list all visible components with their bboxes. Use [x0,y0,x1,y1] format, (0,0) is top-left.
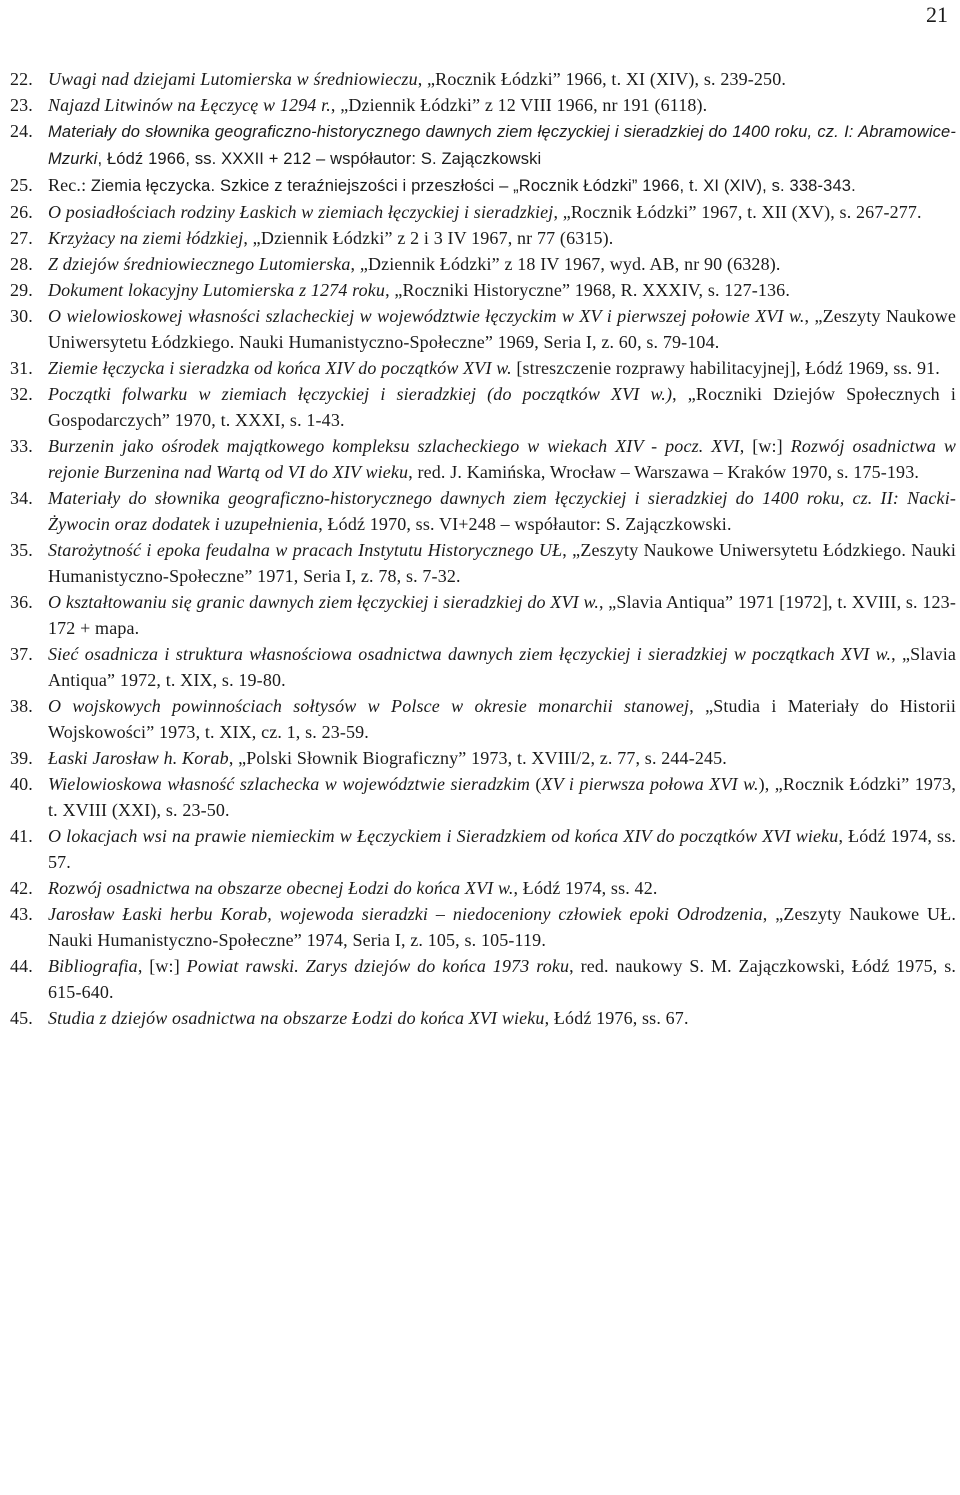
entry-title: Jarosław Łaski herbu Korab, wojewoda sieradzki – niedoceniony człowiek epoki Odrodzenia [48,904,763,924]
entry-number: 45. [10,1008,33,1028]
bibliography-entry [10,92,956,118]
entry-details: , „Slavia Antiqua” 1972, t. XIX, s. 19-80. [48,644,956,690]
entry-details: , „Zeszyty Naukowe Uniwersytetu Łódzkiego. Nauki Humanistyczno-Społeczne” 1969, Seria I, z. 60, s. 79-104. [48,306,956,352]
entry-details: , „Zeszyty Naukowe UŁ. Nauki Humanistyczno-Społeczne” 1974, Seria I, z. 105, s. 105-119. [48,904,956,950]
entry-details: , „Roczniki Dziejów Społecznych i Gospodarczych” 1970, t. XXXI, s. 1-43. [48,384,956,430]
entry-number: 42. [10,878,33,898]
entry-number: 39. [10,748,33,768]
entry-number: 26. [10,202,33,222]
entry-title: Materiały do słownika geograficzno-historycznego dawnych ziem łęczyckiej i sieradzkiej do 1400 roku, cz. I: Abramowice-Mzurki [48,123,956,168]
bibliography-entry [10,745,956,771]
entry-number: 36. [10,592,33,612]
entry-title: Ziemie łęczycka i sieradzka od końca XIV do początków XVI w. [48,358,512,378]
entry-details: Rec.: [48,175,91,195]
entry-title: O wojskowych powinnościach sołtysów w Polsce w okresie monarchii stanowej [48,696,690,716]
entry-title: Z dziejów średniowiecznego Lutomierska [48,254,351,274]
entry-title: Sieć osadnicza i struktura własnościowa osadnictwa dawnych ziem łęczyckiej i sieradzkiej w początkach XVI w. [48,644,892,664]
entry-number: 27. [10,228,33,248]
entry-title: Rozwój osadnictwa w rejonie Burzenina nad Wartą od VI do XIV wieku [48,436,956,482]
entry-details: , Łódź 1974, ss. 42. [513,878,658,898]
entry-details: , red. naukowy S. M. Zajączkowski, Łódź 1975, s. 615-640. [48,956,957,1002]
entry-details: , „Dziennik Łódzki” z 18 IV 1967, wyd. AB, nr 90 (6328). [350,254,781,274]
entry-title: Materiały do słownika geograficzno-historycznego dawnych ziem łęczyckiej i sieradzkiej do 1400 roku, cz. II: Nacki-Żywocin oraz dodatek i uzupełnienia [48,488,956,534]
bibliography-entry [10,823,956,875]
entry-details: , red. J. Kamińska, Wrocław – Warszawa – Kraków 1970, s. 175-193. [408,462,919,482]
entry-details: , [w:] [739,436,791,456]
bibliography-entry [10,693,956,745]
entry-number: 28. [10,254,33,274]
bibliography-entry [10,118,956,172]
entry-details: , „Roczniki Historyczne” 1968, R. XXXIV, s. 127-136. [385,280,790,300]
entry-details: Ziemia łęczycka. Szkice z teraźniejszości i przeszłości – „Rocznik Łódzki” 1966, t. XI (XIV), s. 338-343. [90,177,856,195]
entry-details: , Łódź 1970, ss. VI+248 – współautor: S. Zajączkowski. [318,514,732,534]
bibliography-entry [10,66,956,92]
bibliography-entry [10,1005,956,1031]
entry-number: 30. [10,306,33,326]
entry-details: , „Slavia Antiqua” 1971 [1972], t. XVIII, s. 123-172 + mapa. [48,592,956,638]
entry-number: 24. [10,121,33,141]
entry-details: , [w:] [137,956,187,976]
bibliography-entry [10,537,956,589]
bibliography-entry [10,771,956,823]
entry-title: O lokacjach wsi na prawie niemieckim w Łęczyckiem i Sieradzkiem od końca XIV do początków XVI wieku [48,826,839,846]
entry-details: ( [530,774,542,794]
bibliography-list [10,66,956,1031]
bibliography-entry [10,355,956,381]
entry-details: , „Studia i Materiały do Historii Wojskowości” 1973, t. XIX, cz. 1, s. 23-59. [48,696,956,742]
entry-number: 37. [10,644,33,664]
bibliography-entry [10,485,956,537]
entry-number: 43. [10,904,33,924]
entry-title: XV i pierwsza połowa XVI w. [541,774,759,794]
page-number: 21 [926,2,948,27]
entry-number: 25. [10,175,33,195]
entry-details: ), „Rocznik Łódzki” 1973, t. XVIII (XXI), s. 23-50. [48,774,956,820]
entry-number: 41. [10,826,33,846]
bibliography-entry [10,433,956,485]
bibliography-entry [10,953,956,1005]
entry-details: , „Polski Słownik Biograficzny” 1973, t. XVIII/2, z. 77, s. 244-245. [228,748,727,768]
entry-title: Początki folwarku w ziemiach łęczyckiej i sieradzkiej (do początków XVI w.) [48,384,673,404]
entry-number: 29. [10,280,33,300]
entry-title: Studia z dziejów osadnictwa na obszarze Łodzi do końca XVI wieku [48,1008,545,1028]
entry-number: 34. [10,488,33,508]
bibliography-entry [10,381,956,433]
entry-details: [streszczenie rozprawy habilitacyjnej], Łódź 1969, ss. 91. [511,358,940,378]
entry-details: , „Zeszyty Naukowe Uniwersytetu Łódzkiego. Nauki Humanistyczno-Społeczne” 1971, Seria I, z. 78, s. 7-32. [48,540,957,586]
bibliography-entry [10,875,956,901]
entry-title: Starożytność i epoka feudalna w pracach Instytutu Historycznego UŁ [48,540,563,560]
entry-number: 32. [10,384,33,404]
entry-title: Krzyżacy na ziemi łódzkiej [48,228,244,248]
bibliography-entry [10,251,956,277]
entry-title: Dokument lokacyjny Lutomierska z 1274 roku [48,280,386,300]
entry-title: O posiadłościach rodziny Łaskich w ziemiach łęczyckiej i sieradzkiej [48,202,554,222]
entry-title: Uwagi nad dziejami Lutomierska w średniowieczu [48,69,418,89]
entry-title: Łaski Jarosław h. Korab [48,748,229,768]
bibliography-entry [10,589,956,641]
entry-number: 31. [10,358,33,378]
entry-title: O wielowioskowej własności szlacheckiej w województwie łęczyckim w XV i pierwszej połowie XVI w. [48,306,805,326]
entry-title: Rozwój osadnictwa na obszarze obecnej Łodzi do końca XVI w. [48,878,514,898]
entry-title: O kształtowaniu się granic dawnych ziem łęczyckiej i sieradzkiej do XVI w. [48,592,599,612]
entry-title: Powiat rawski. Zarys dziejów do końca 1973 roku [186,956,570,976]
entry-details: , „Rocznik Łódzki” 1966, t. XI (XIV), s. 239-250. [417,69,787,89]
entry-title: Wielowioskowa własność szlachecka w województwie sieradzkim [48,774,530,794]
entry-details: , Łódź 1974, ss. 57. [48,826,956,872]
entry-number: 23. [10,95,33,115]
entry-details: , „Rocznik Łódzki” 1967, t. XII (XV), s. 267-277. [553,202,922,222]
bibliography-entry [10,901,956,953]
entry-title: Najazd Litwinów na Łęczycę w 1294 r. [48,95,331,115]
entry-number: 40. [10,774,33,794]
entry-title: Burzenin jako ośrodek majątkowego kompleksu szlacheckiego w wiekach XIV - pocz. XVI [48,436,740,456]
entry-number: 35. [10,540,33,560]
bibliography-entry [10,172,956,199]
bibliography-entry [10,641,956,693]
entry-number: 44. [10,956,33,976]
bibliography-entry [10,277,956,303]
entry-title: Bibliografia [48,956,138,976]
entry-details: , „Dziennik Łódzki” z 12 VIII 1966, nr 191 (6118). [330,95,708,115]
entry-number: 38. [10,696,33,716]
entry-details: , „Dziennik Łódzki” z 2 i 3 IV 1967, nr 77 (6315). [243,228,614,248]
entry-number: 22. [10,69,33,89]
bibliography-entry [10,303,956,355]
entry-details: , Łódź 1966, ss. XXXII + 212 – współautor: S. Zajączkowski [97,150,542,168]
entry-number: 33. [10,436,33,456]
entry-details: , Łódź 1976, ss. 67. [544,1008,689,1028]
bibliography-entry [10,225,956,251]
bibliography-entry [10,199,956,225]
